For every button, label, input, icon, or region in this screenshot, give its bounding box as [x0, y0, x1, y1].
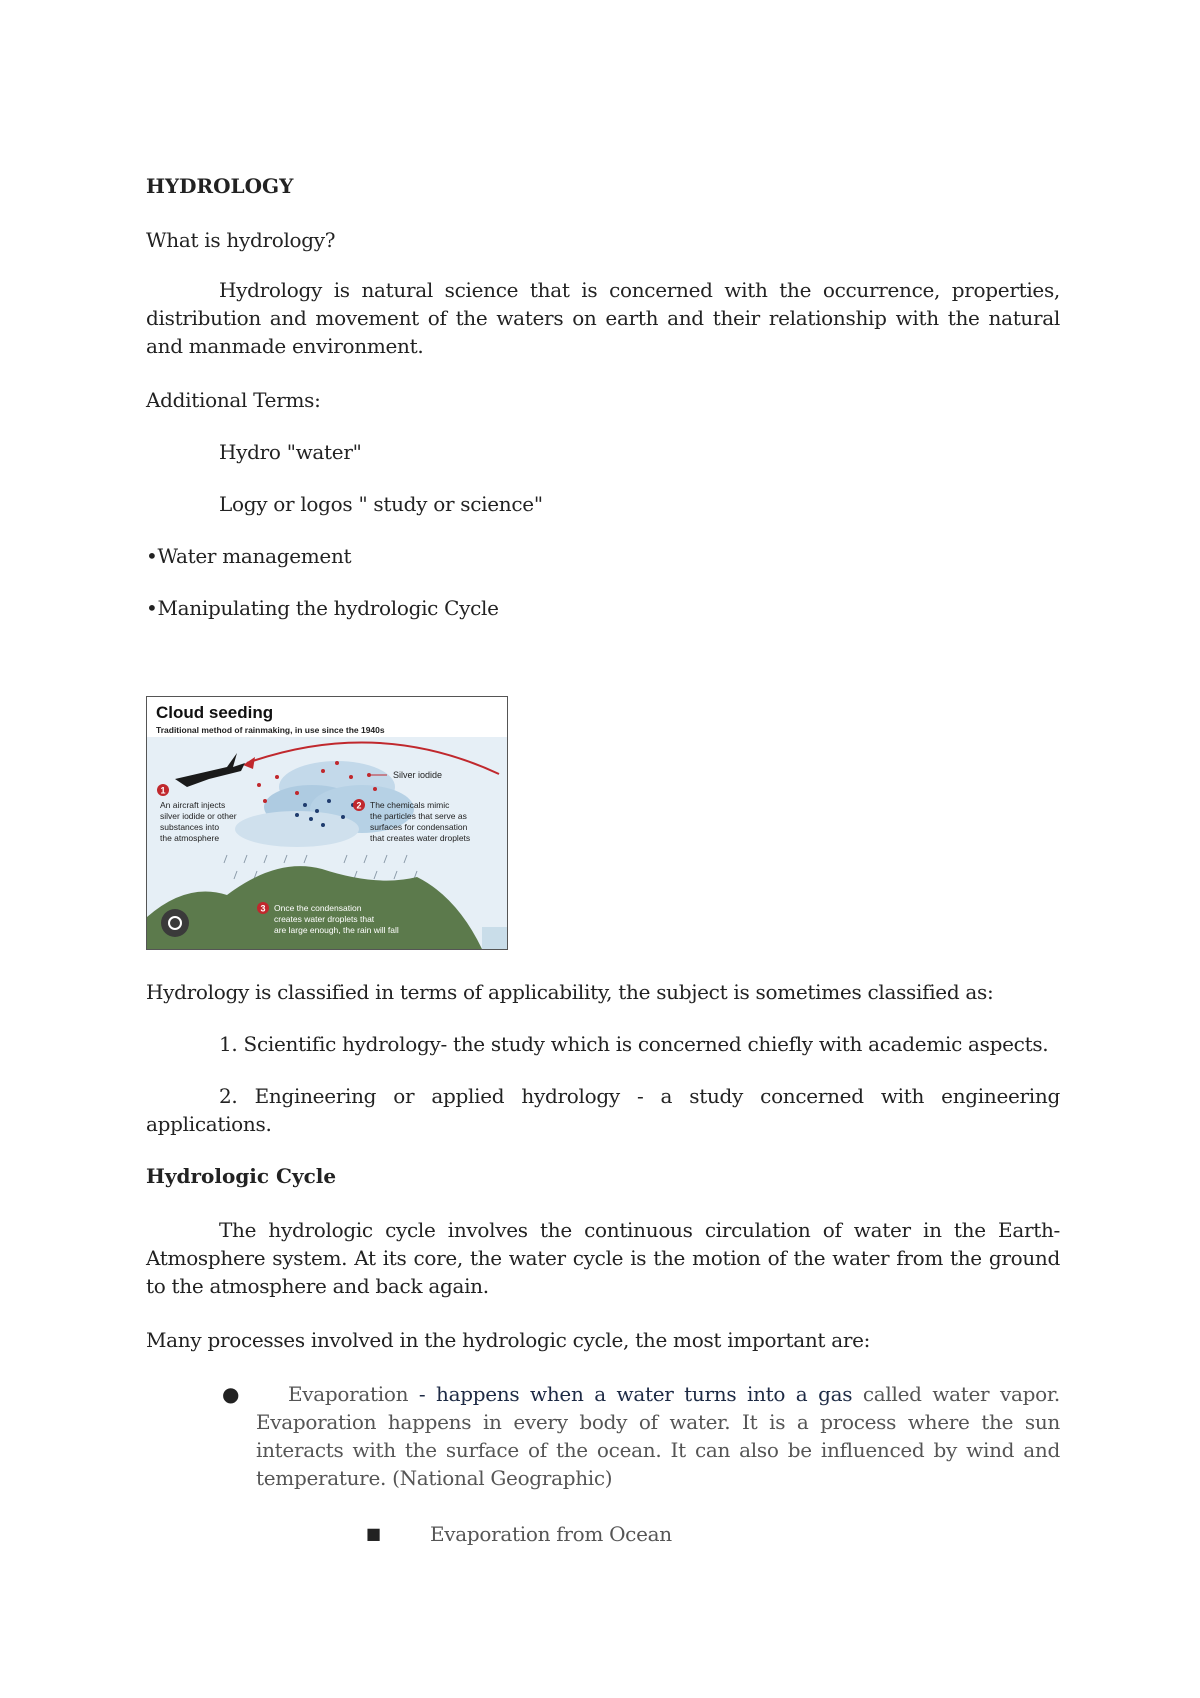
ground-water — [482, 927, 507, 949]
evaporation-definition: - happens when a water turns into a gas — [408, 1382, 853, 1406]
evaporation-item — [256, 1380, 1060, 1492]
classification-item-2: 2. Engineering or applied hydrology - a study concerned with engineering applications. — [146, 1084, 1060, 1136]
step2-line: the particles that serve as — [370, 811, 467, 821]
term-logy: Logy or logos " study or science" — [219, 492, 543, 516]
step2-line: The chemicals mimic — [370, 800, 450, 810]
step2-number: 2 — [356, 800, 362, 811]
evaporation-description: called water vapor. Evaporation happens in every body of water. It is a process where the sun interacts with the surface of the ocean. It can also be influenced by wind and temperature. (National Geographic) — [256, 1382, 1060, 1490]
square-bullet-icon: ■ — [366, 1524, 382, 1543]
processes-intro: Many processes involved in the hydrologic cycle, the most important are: — [146, 1328, 871, 1352]
step1-line: substances into — [160, 822, 220, 832]
silver-iodide-label: Silver iodide — [393, 770, 443, 780]
step3-number: 3 — [260, 903, 266, 914]
term-hydro: Hydro "water" — [219, 440, 362, 464]
evaporation-from-ocean: Evaporation from Ocean — [430, 1522, 672, 1546]
step2-line: surfaces for condensation — [370, 822, 468, 832]
hydrologic-cycle-paragraph: The hydrologic cycle involves the continuous circulation of water in the Earth-Atmosphere system. At its core, the water cycle is the motion of the water from the ground to the atmosphere and back again. — [146, 1218, 1060, 1298]
hydrologic-cycle-heading: Hydrologic Cycle — [146, 1164, 337, 1188]
definition-paragraph: Hydrology is natural science that is concerned with the occurrence, properties, distribution and movement of the waters on earth and their relationship with the natural and manmade environment. — [146, 278, 1060, 358]
cloud-seeding-illustration — [147, 697, 507, 949]
cloud-seeding-figure — [146, 696, 508, 950]
bullet-dot-icon: ● — [222, 1382, 240, 1406]
step1-line: silver iodide or other — [160, 811, 237, 821]
lens-button-icon — [161, 909, 189, 937]
bullet-water-management: •Water management — [146, 544, 352, 568]
document-title: HYDROLOGY — [146, 174, 294, 198]
step1-line: An aircraft injects — [160, 800, 226, 810]
step2-line: that creates water droplets — [370, 833, 471, 843]
figure-title: Cloud seeding — [156, 703, 274, 722]
step3-line: are large enough, the rain will fall — [274, 925, 399, 935]
step1-number: 1 — [160, 785, 166, 796]
step1-line: the atmosphere — [160, 833, 220, 843]
additional-terms-label: Additional Terms: — [146, 388, 321, 412]
figure-subtitle: Traditional method of rainmaking, in use since the 1940s — [156, 725, 385, 735]
classified-intro: Hydrology is classified in terms of applicability, the subject is sometimes classified as: — [146, 980, 994, 1004]
classification-item-1: 1. Scientific hydrology- the study which is concerned chiefly with academic aspects. — [219, 1032, 1049, 1056]
bullet-manipulating-cycle: •Manipulating the hydrologic Cycle — [146, 596, 499, 620]
step3-line: creates water droplets that — [274, 914, 375, 924]
silver-iodide-marker — [367, 773, 371, 777]
evaporation-term: Evaporation — [288, 1382, 409, 1406]
question-line: What is hydrology? — [146, 228, 336, 252]
step3-line: Once the condensation — [274, 903, 362, 913]
